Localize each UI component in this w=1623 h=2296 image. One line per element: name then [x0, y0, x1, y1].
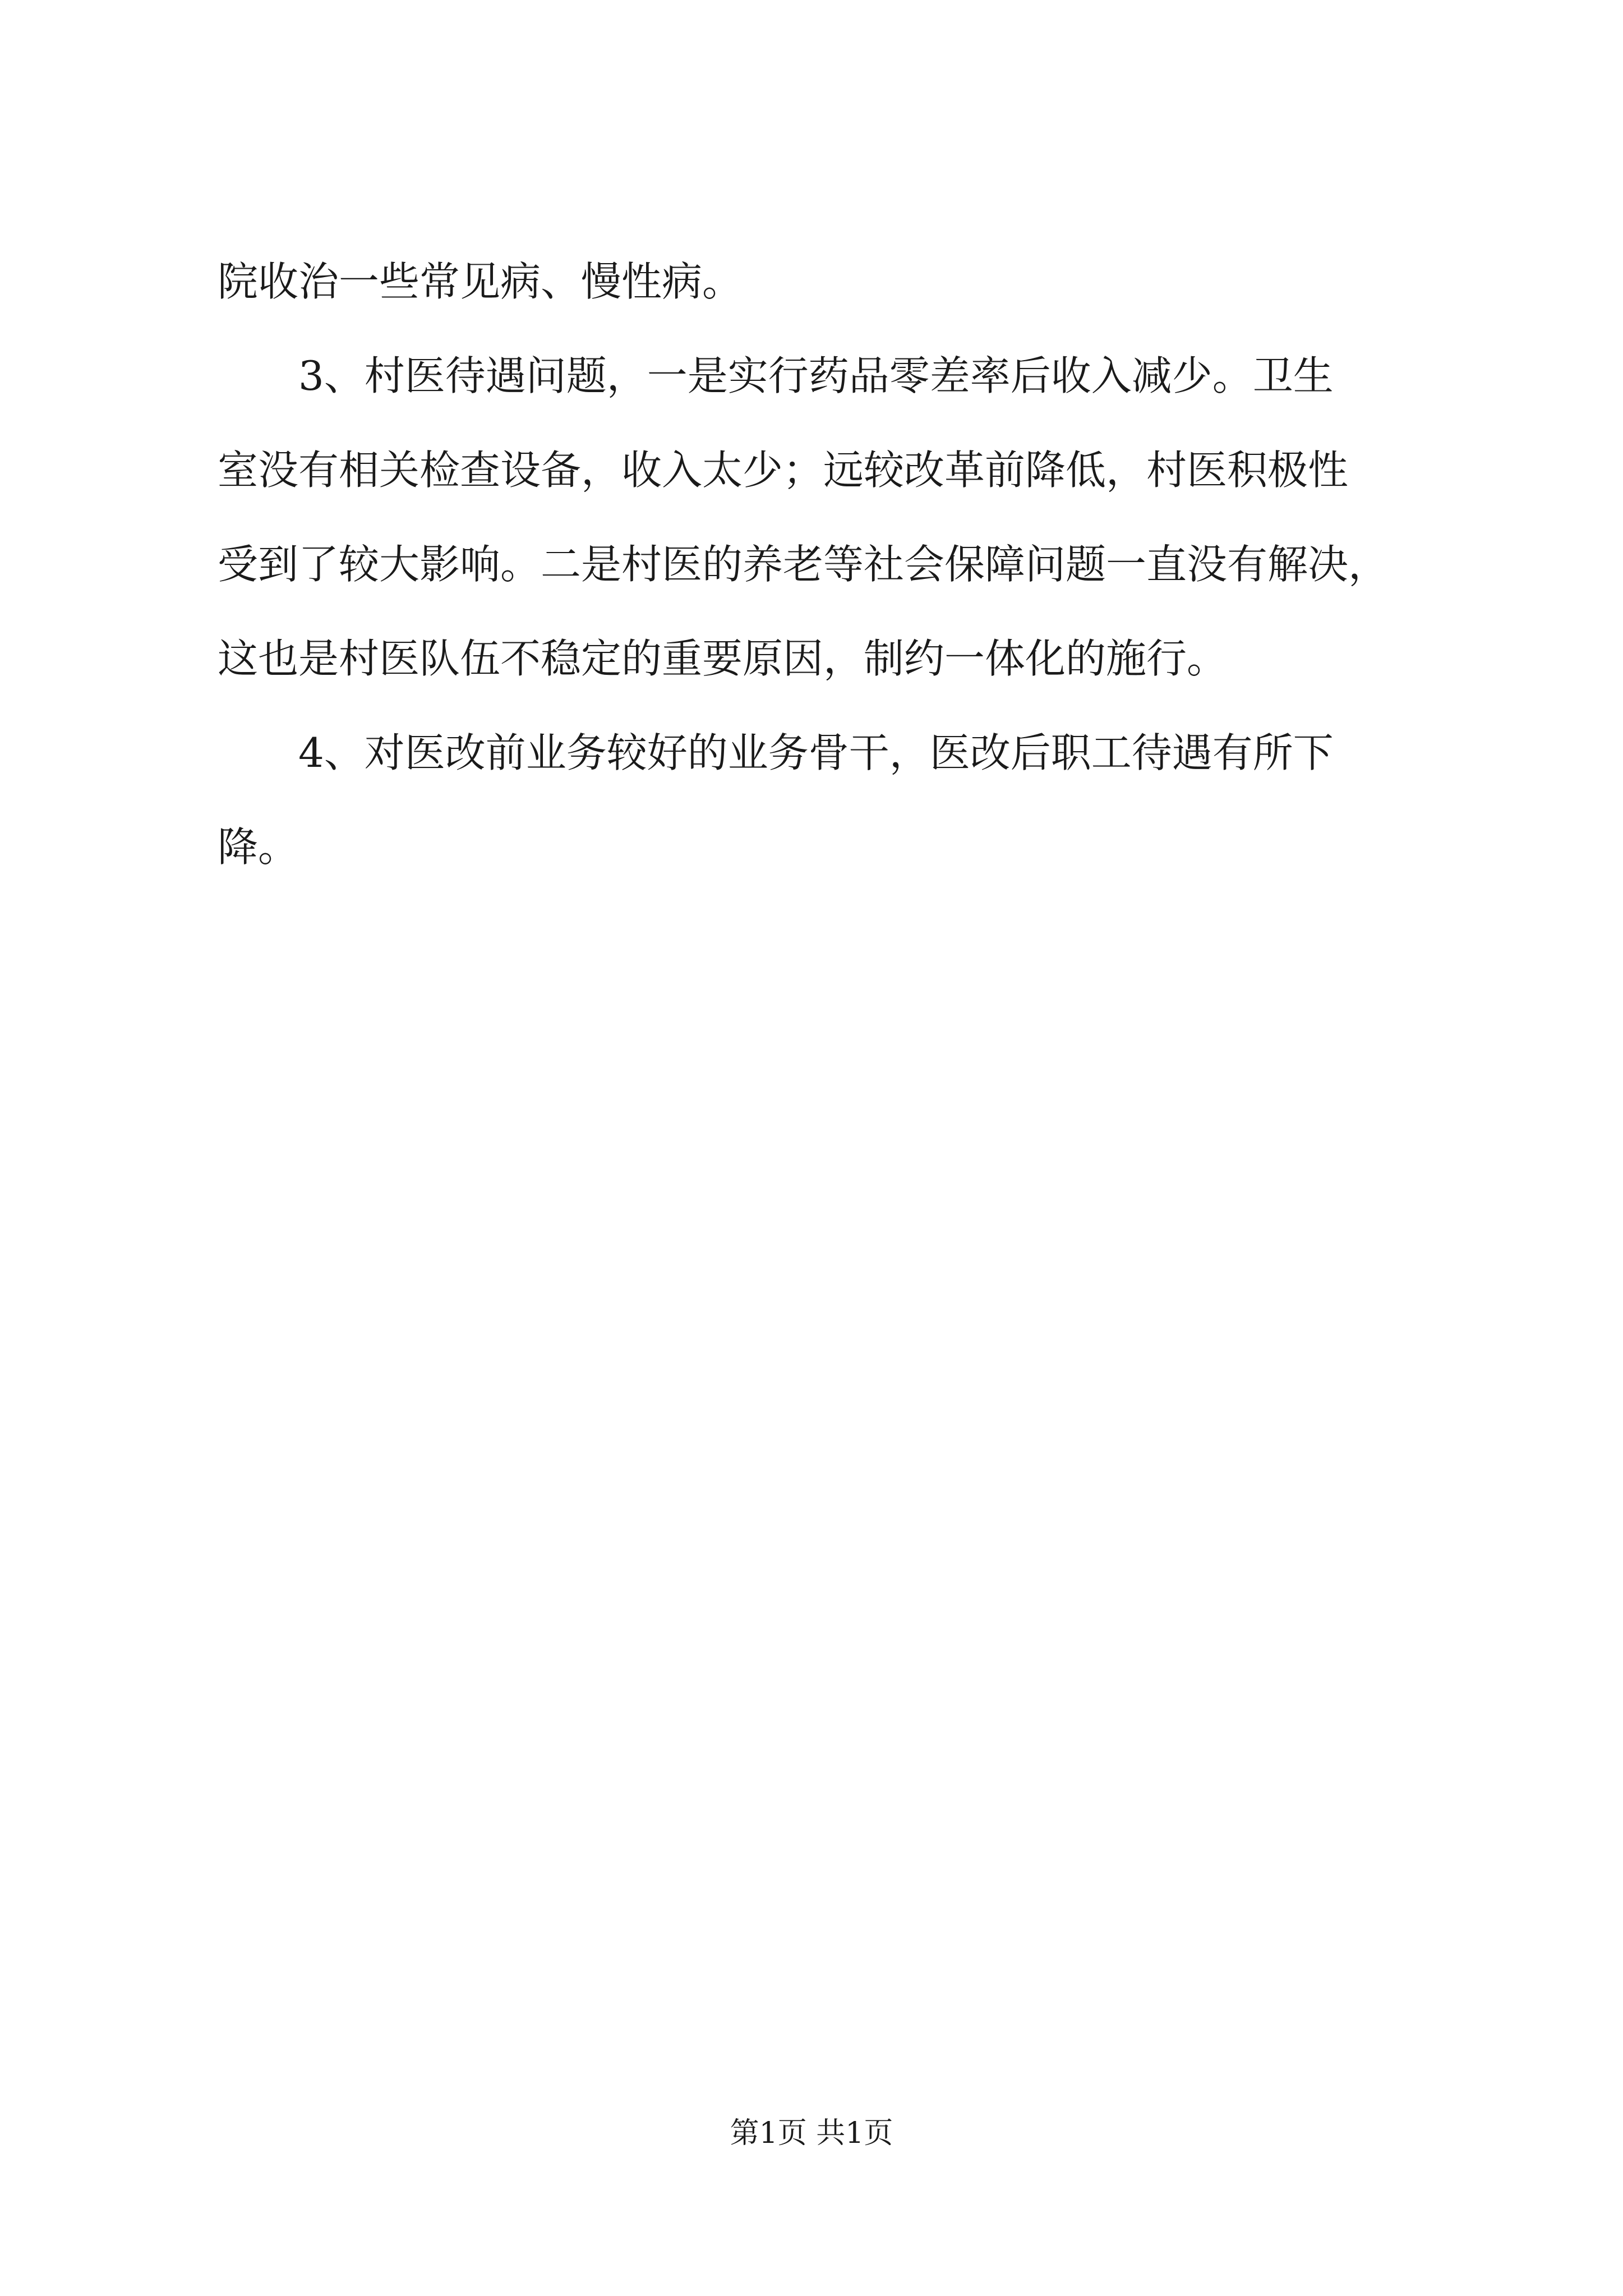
text-line: 室没有相关检查设备，收入太少；远较改革前降低，村医积极性: [218, 447, 1349, 494]
paragraph-4-line-1: 4、对医改前业务较好的业务骨干，医改后职工待遇有所下: [298, 729, 1334, 776]
text-line: 受到了较大影响。二是村医的养老等社会保障问题一直没有解决，: [218, 541, 1389, 588]
text-line: 降。: [218, 823, 299, 871]
paragraph-3-line-1: 3、村医待遇问题，一是实行药品零差率后收入减少。卫生: [298, 352, 1334, 399]
text-line: 这也是村医队伍不稳定的重要原因，制约一体化的施行。: [218, 635, 1228, 682]
text-line: 院收治一些常见病、慢性病。: [218, 258, 743, 305]
page-number-footer: 第1页 共1页: [730, 2116, 893, 2150]
